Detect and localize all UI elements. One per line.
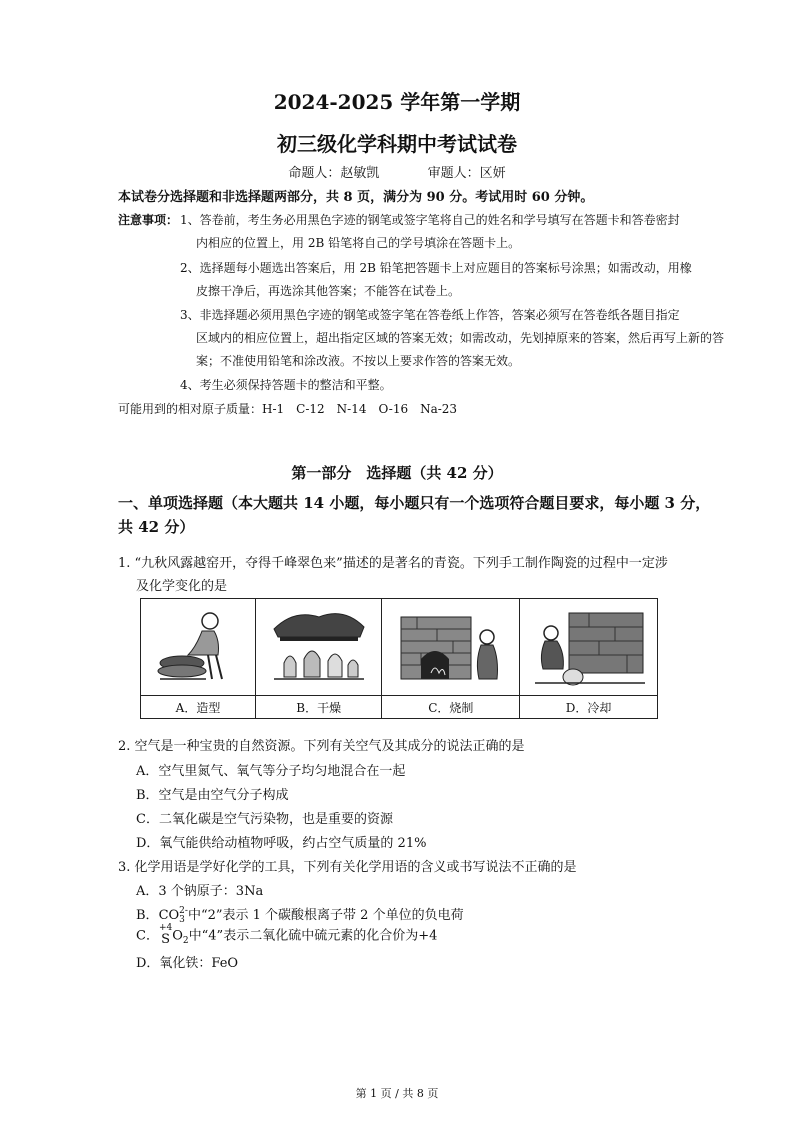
- q3-option-c-label: C．: [136, 928, 159, 944]
- reviewer: 审题人：区妍: [427, 166, 506, 181]
- page-footer: 第 1 页 / 共 8 页: [355, 1087, 439, 1100]
- exam-intro: 本试卷分选择题和非选择题两部分，共 8 页，满分为 90 分。考试用时 60 分钟。: [118, 190, 594, 205]
- q1-option-d: D．冷却: [520, 696, 658, 719]
- q1-option-a: A．造型: [141, 696, 256, 719]
- setter: 命题人：赵敏凯: [288, 166, 380, 181]
- q1-image-c: [382, 599, 520, 696]
- oxygen-subscript: 2: [182, 936, 189, 946]
- q1-option-b: B．干燥: [256, 696, 382, 719]
- q2-option-c: C．二氧化碳是空气污染物，也是重要的资源: [136, 812, 393, 827]
- note-4: 4、考生必须保持答题卡的整洁和平整。: [180, 378, 392, 392]
- cooling-pottery-icon: [529, 603, 649, 691]
- q2-option-a: A．空气里氮气、氧气等分子均匀地混合在一起: [136, 764, 406, 779]
- note-3c: 案；不准使用铅笔和涂改液。不按以上要求作答的答案无效。: [196, 354, 521, 368]
- q1-stem-line2: 及化学变化的是: [136, 579, 228, 594]
- note-3b: 区域内的相应位置上，超出指定区域的答案无效；如需改动，先划掉原来的答案，然后再写上新的答: [196, 331, 725, 345]
- potter-shaping-icon: [148, 603, 248, 691]
- q3-option-b-label: B．: [136, 908, 159, 923]
- valence-mark: +4: [158, 923, 173, 933]
- q1-image-d: [520, 599, 658, 696]
- q3-stem: 3. 化学用语是学好化学的工具，下列有关化学用语的含义或书写说法不正确的是: [118, 860, 577, 875]
- authors-line: [0, 162, 794, 181]
- notes-label: 注意事项：: [118, 213, 179, 227]
- q2-option-d: D．氧气能供给动植物呼吸，约占空气质量的 21%: [136, 836, 427, 851]
- q3-option-a: A．3 个钠原子：3Na: [136, 884, 264, 899]
- q3-option-c-text: 中“4”表示二氧化硫中硫元素的化合价为+4: [188, 928, 438, 944]
- exam-title-line2: 初三级化学科期中考试试卷: [277, 132, 517, 156]
- q1-option-c: C．烧制: [382, 696, 520, 719]
- carbonate-ion: CO: [158, 908, 180, 923]
- q1-image-table: [140, 598, 658, 719]
- note-1b: 内相应的位置上，用 2B 铅笔将自己的学号填涂在答题卡上。: [196, 236, 521, 250]
- note-2b: 皮擦干净后，再选涂其他答案；不能答在试卷上。: [196, 284, 461, 298]
- carbonate-subscript: 3: [179, 914, 185, 925]
- section-title: 第一部分 选择题（共 42 分）: [291, 464, 503, 482]
- sulfur-symbol: S: [161, 932, 171, 947]
- q1-stem-line1: 1. “九秋风露越窑开，夺得千峰翠色来”描述的是著名的青瓷。下列手工制作陶瓷的过程中一定涉: [118, 556, 668, 571]
- atomic-masses: 可能用到的相对原子质量：H-1 C-12 N-14 O-16 Na-23: [118, 402, 458, 416]
- drying-pottery-icon: [264, 603, 374, 691]
- exam-title-line1: 2024-2025 学年第一学期: [273, 90, 521, 114]
- q1-image-a: [141, 599, 256, 696]
- part-title-line2: 共 42 分）: [118, 518, 195, 536]
- q3-option-b-text: 中“2”表示 1 个碳酸根离子带 2 个单位的负电荷: [187, 908, 464, 923]
- q2-stem: 2. 空气是一种宝贵的自然资源。下列有关空气及其成分的说法正确的是: [118, 739, 525, 754]
- q3-option-c: [136, 924, 437, 946]
- q3-option-b: [136, 904, 464, 925]
- part-title-line1: 一、单项选择题（本大题共 14 小题，每小题只有一个选项符合题目要求，每小题 3 分，: [118, 494, 711, 512]
- carbonate-charge: 2-: [179, 905, 188, 916]
- note-1a: 1、答卷前，考生务必用黑色字迹的钢笔或签字笔将自己的姓名和学号填写在答题卡和答卷密封: [180, 213, 680, 227]
- oxygen-symbol: O: [172, 928, 183, 944]
- q1-image-b: [256, 599, 382, 696]
- q2-option-b: B．空气是由空气分子构成: [136, 788, 289, 803]
- note-3a: 3、非选择题必须用黑色字迹的钢笔或签字笔在答卷纸上作答，答案必须写在答卷纸各题目指定: [180, 308, 680, 322]
- kiln-firing-icon: [391, 603, 511, 691]
- note-2a: 2、选择题每小题选出答案后，用 2B 铅笔把答题卡上对应题目的答案标号涂黑；如需改动，用橡: [180, 261, 692, 275]
- q3-option-d: D．氧化铁：FeO: [136, 956, 239, 971]
